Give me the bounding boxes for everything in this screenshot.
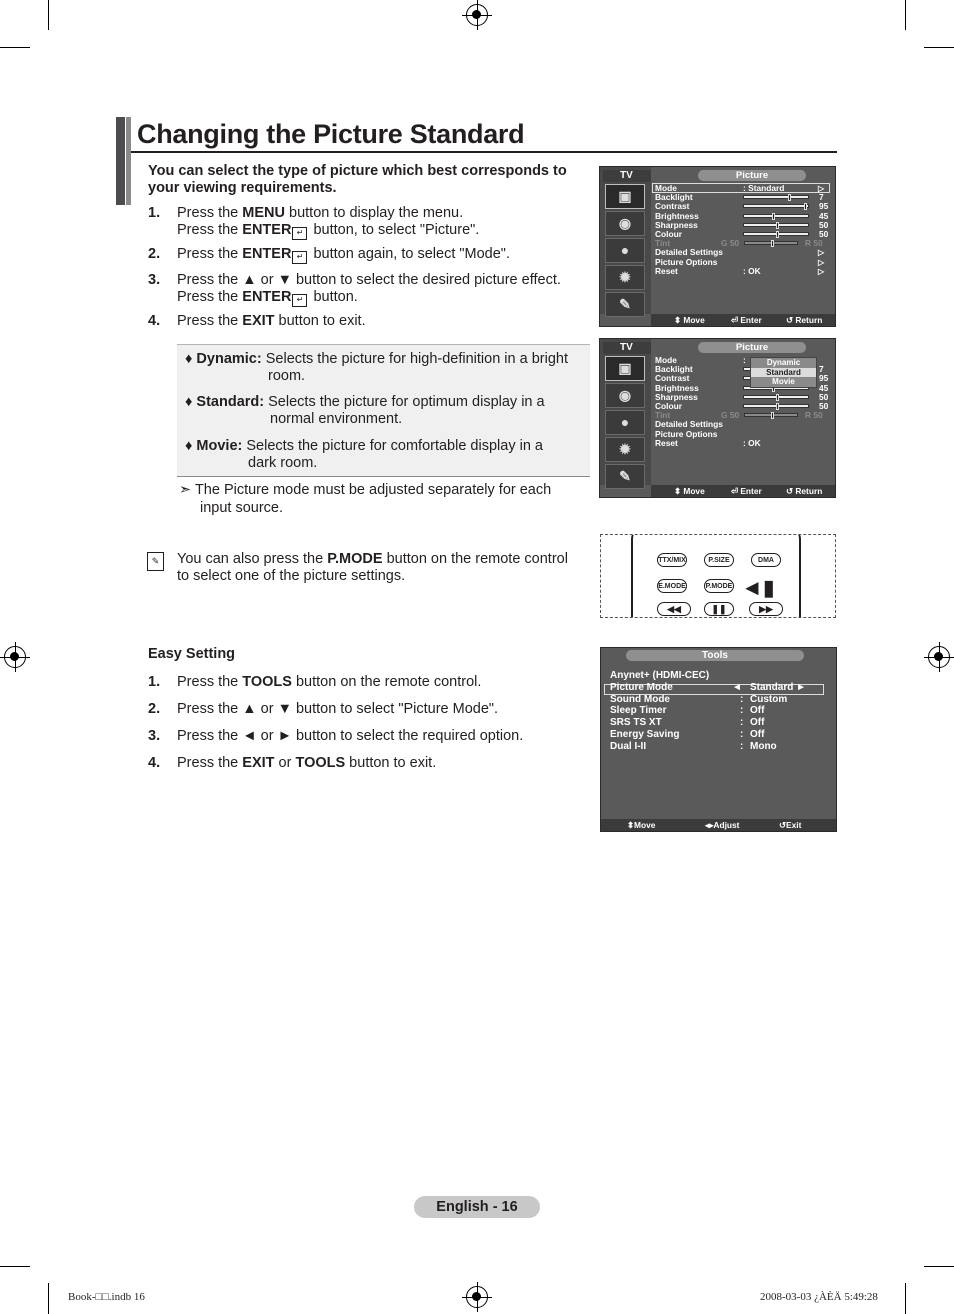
osd-row — [655, 265, 825, 276]
osd-row-label: Mode — [655, 183, 677, 193]
crop-mark — [0, 1266, 30, 1267]
tools-row-label: Sleep Timer — [610, 705, 667, 717]
tools-footer — [601, 819, 836, 831]
tools-row-value: Mono — [750, 740, 777, 752]
osd-row-label: Tint — [655, 238, 671, 249]
step-2 — [148, 246, 588, 263]
tv-menu-screen-mode-dropdown — [599, 338, 836, 498]
osd-slider-knob — [776, 394, 779, 401]
mode-text: Selects the picture for optimum display in a — [264, 394, 545, 410]
adjust-hint: ◂▸ Adjust — [705, 820, 740, 830]
tools-row — [610, 693, 788, 706]
mode-text: dark room. — [248, 454, 318, 471]
step-text: button again, to select "Mode". — [309, 246, 510, 262]
note-text: The Picture mode must be adjusted separately for each — [194, 482, 552, 498]
crop-mark — [48, 0, 49, 30]
osd-row-number: 50 — [819, 219, 829, 230]
osd-row-label: Reset — [655, 265, 678, 276]
registration-mark-icon — [466, 4, 488, 26]
step-text: button to exit. — [274, 313, 366, 329]
step-text: button to exit. — [345, 755, 437, 771]
step-number: 3. — [148, 728, 161, 744]
tools-row — [610, 717, 765, 729]
tools-row-label: SRS TS XT — [610, 717, 662, 729]
note-text: to select one of the picture settings. — [177, 568, 406, 584]
tools-row — [610, 729, 765, 741]
tools-header: Tools — [626, 650, 804, 661]
step-number: 4. — [148, 313, 161, 329]
tools-row-separator: : — [740, 729, 744, 740]
step-keyword: ENTER — [242, 288, 292, 305]
osd-row-number: R 50 — [805, 238, 823, 249]
osd-row-arrow-icon: ▷ — [818, 248, 825, 258]
move-hint: ⬍ Move — [674, 486, 705, 496]
note-text: input source. — [200, 500, 284, 516]
osd-row-number: 95 — [819, 201, 829, 212]
step-text: Press the ◄ or ► button to select the required option. — [177, 728, 524, 744]
osd-row-value: : — [743, 355, 746, 365]
osd-slider — [744, 413, 798, 417]
osd-row-label: Reset — [655, 437, 678, 448]
input-icon: ✎ — [605, 292, 645, 317]
osd-row-label: Picture Options — [655, 428, 718, 439]
registration-mark-icon — [4, 646, 26, 668]
channel-icon: ● — [605, 238, 645, 263]
move-hint: ⬍ Move — [627, 820, 656, 830]
step-text: or — [274, 755, 296, 771]
setup-icon: ✹ — [605, 437, 645, 462]
osd-row-number: 50 — [819, 401, 829, 411]
step-text: button, to select "Picture". — [309, 221, 480, 238]
registration-mark-icon — [928, 646, 950, 668]
osd-row-label: Sharpness — [655, 219, 698, 230]
tools-row-label: Dual I-II — [610, 740, 647, 752]
osd-slider — [743, 223, 809, 227]
tools-row-label: Energy Saving — [610, 729, 680, 740]
crop-mark — [905, 1283, 906, 1314]
step-keyword: TOOLS — [242, 674, 292, 690]
tools-menu-screen — [600, 647, 837, 832]
mode-label: ♦ Movie: — [185, 438, 243, 454]
step-number: 2. — [148, 246, 161, 262]
osd-row-value: G 50 — [721, 238, 740, 249]
step-keyword: ENTER — [242, 221, 292, 238]
osd-slider — [743, 404, 809, 408]
osd-slider-knob — [788, 194, 791, 201]
note-memo-icon: ✎ — [147, 552, 164, 571]
registration-mark-icon — [466, 1286, 488, 1308]
tools-row-separator: : — [740, 717, 744, 729]
tools-row-label: Sound Mode — [610, 693, 670, 705]
rewind-icon: ◀◀ — [657, 602, 691, 616]
osd-row-value: : OK — [743, 265, 761, 276]
osd-row-arrow-icon: ▷ — [818, 266, 825, 276]
enter-icon: ↵ — [292, 227, 307, 240]
tools-row-value: Off — [750, 705, 765, 717]
input-source-note — [179, 481, 579, 517]
osd-row-number: 7 — [819, 364, 824, 375]
step-text: Press the — [177, 313, 243, 329]
tools-row-separator: : — [740, 740, 744, 752]
print-footer-date: 2008-03-03 ¿ÀÈÄ 5:49:28 — [760, 1291, 878, 1303]
osd-row-number: 95 — [819, 373, 829, 384]
step-4 — [148, 313, 588, 330]
picture-icon: ▣ — [605, 184, 645, 209]
mode-label: ♦ Dynamic: — [185, 351, 262, 367]
title-accent-bar — [126, 117, 131, 205]
mode-dynamic — [185, 351, 568, 384]
print-footer-file: Book-□□.indb 16 — [68, 1291, 145, 1303]
step-number: 2. — [148, 701, 161, 717]
mode-dropdown — [750, 357, 817, 388]
osd-row-label: Contrast — [655, 201, 690, 212]
osd-slider-knob — [804, 203, 807, 210]
sound-icon: ◉ — [605, 383, 645, 408]
tools-row — [610, 705, 765, 717]
enter-hint: ⏎ Enter — [731, 315, 762, 325]
dma-button: DMA — [751, 553, 781, 567]
return-hint: ↺ Return — [786, 315, 823, 325]
osd-row-number: 45 — [819, 210, 829, 221]
pause-icon: ❚❚ — [704, 602, 734, 616]
step-text: button. — [309, 288, 358, 305]
easy-setting-title: Easy Setting — [148, 646, 236, 662]
tools-row-separator: : — [740, 705, 744, 717]
step-text: Press the — [177, 288, 243, 305]
mode-text: room. — [268, 367, 306, 384]
step-keyword: EXIT — [242, 313, 275, 329]
mode-dropdown-option: Movie — [772, 377, 795, 387]
step-3 — [148, 272, 588, 306]
osd-row-label: Picture Options — [655, 256, 718, 267]
note-text: You can also press the — [177, 551, 328, 567]
tools-row — [610, 740, 777, 753]
step-number: 4. — [148, 755, 161, 771]
osd-slider — [743, 395, 809, 399]
step-text: button on the remote control. — [291, 674, 482, 690]
osd-tv-tag: TV — [603, 342, 651, 354]
osd-row-number: 45 — [819, 382, 829, 393]
step-text: Press the — [177, 755, 243, 771]
tools-row-label: Anynet+ (HDMI-CEC) — [610, 670, 710, 681]
easy-step-1 — [148, 674, 588, 691]
step-number: 1. — [148, 674, 161, 690]
step-1 — [148, 205, 588, 239]
osd-slider-knob — [776, 231, 779, 238]
osd-row-value: G 50 — [721, 410, 740, 421]
exit-hint: ↺ Exit — [779, 820, 802, 830]
osd-row-label: Detailed Settings — [655, 247, 723, 258]
osd-row-label: Brightness — [655, 210, 699, 221]
crop-mark — [924, 1266, 954, 1267]
setup-icon: ✹ — [605, 265, 645, 290]
note-keyword: P.MODE — [327, 551, 383, 567]
channel-icon: ● — [605, 410, 645, 435]
tools-row-value: Off — [750, 729, 765, 740]
osd-tv-tag: TV — [603, 170, 651, 182]
tools-row-value: Standard ► — [750, 681, 807, 693]
easy-step-2 — [148, 701, 588, 718]
osd-row-label: Mode — [655, 355, 677, 365]
tools-row — [610, 681, 807, 694]
tools-row-value: Custom — [750, 693, 788, 705]
p-size-button: P.SIZE — [704, 553, 734, 567]
osd-row-label: Colour — [655, 401, 682, 411]
osd-row-number: 50 — [819, 391, 829, 402]
tools-row-separator: : — [740, 693, 744, 705]
p-mode-button: P.MODE — [704, 579, 734, 593]
step-text: Press the ▲ or ▼ button to select "Picture Mode". — [177, 701, 499, 717]
tools-row — [610, 670, 709, 682]
osd-header: Picture — [698, 170, 806, 181]
mode-dropdown-option: Standard — [751, 368, 816, 378]
osd-row-label: Contrast — [655, 373, 690, 384]
tv-menu-screen-picture — [599, 166, 836, 327]
mode-label: ♦ Standard: — [185, 394, 265, 410]
osd-slider-knob — [771, 412, 774, 419]
return-hint: ↺ Return — [786, 486, 823, 496]
step-keyword: ENTER — [242, 246, 292, 262]
osd-slider-knob — [776, 403, 779, 410]
osd-row-label: Backlight — [655, 192, 693, 203]
osd-slider-knob — [771, 240, 774, 247]
step-keyword: TOOLS — [295, 755, 346, 771]
step-text: Press the — [177, 246, 243, 262]
tools-row-label: Picture Mode — [610, 681, 673, 693]
ttx-mix-button: TTX/MIX — [657, 553, 687, 567]
mode-standard — [185, 394, 545, 427]
step-keyword: MENU — [242, 205, 285, 221]
osd-row-label: Brightness — [655, 382, 699, 393]
mode-text: normal environment. — [270, 410, 403, 427]
step-text: Press the ▲ or ▼ button to select the desired picture effect. — [177, 272, 561, 288]
enter-icon: ↵ — [292, 251, 307, 264]
step-text: Press the — [177, 674, 243, 690]
tools-row-value: Off — [750, 717, 765, 729]
step-number: 1. — [148, 205, 161, 221]
osd-footer — [651, 485, 835, 497]
pointing-hand-icon: ◄▮ — [741, 575, 775, 600]
remote-control-illustration — [600, 534, 836, 618]
osd-slider — [743, 195, 809, 199]
note-text: button on the remote control — [382, 551, 568, 567]
crop-mark — [0, 47, 30, 48]
remote-note — [177, 551, 587, 585]
osd-row-arrow-icon: ▷ — [818, 257, 825, 267]
intro-text: You can select the type of picture which best corresponds to your viewing requirements. — [148, 163, 567, 196]
title-rule — [131, 151, 837, 153]
picture-icon: ▣ — [605, 356, 645, 381]
note-arrow-icon: ➣ — [179, 482, 192, 498]
easy-step-3 — [148, 728, 588, 745]
osd-header: Picture — [698, 342, 806, 353]
osd-row — [655, 437, 761, 448]
mode-dropdown-option: Dynamic — [766, 358, 801, 367]
osd-slider-knob — [776, 222, 779, 229]
e-mode-button: E.MODE — [657, 579, 687, 593]
enter-hint: ⏎ Enter — [731, 486, 762, 496]
osd-footer — [651, 314, 835, 326]
picture-modes-box — [177, 344, 590, 477]
osd-row-label: Colour — [655, 229, 682, 239]
tools-row-separator: ◄ — [732, 681, 742, 693]
mode-text: Selects the picture for comfortable display in a — [242, 438, 543, 454]
crop-mark — [924, 47, 954, 48]
osd-row-number: 7 — [819, 192, 824, 203]
osd-slider — [743, 232, 809, 236]
osd-row-arrow-icon: ▷ — [818, 184, 825, 193]
step-text: Press the — [177, 221, 243, 238]
crop-mark — [48, 1283, 49, 1314]
osd-row-value: : OK — [743, 437, 761, 448]
osd-slider — [743, 214, 809, 218]
crop-mark — [905, 0, 906, 30]
move-hint: ⬍ Move — [674, 315, 705, 325]
osd-row-label: Detailed Settings — [655, 419, 723, 430]
osd-row-value: : Standard — [743, 183, 785, 193]
osd-row-label: Tint — [655, 410, 671, 421]
mode-text: Selects the picture for high-definition in a bright — [261, 351, 568, 367]
step-keyword: EXIT — [242, 755, 275, 771]
step-number: 3. — [148, 272, 161, 288]
easy-step-4 — [148, 755, 588, 772]
osd-slider — [744, 241, 798, 245]
step-text: Press the — [177, 205, 243, 221]
osd-row-number: R 50 — [805, 410, 823, 421]
page-title: Changing the Picture Standard — [137, 119, 525, 149]
fast-forward-icon: ▶▶ — [749, 602, 783, 616]
osd-row-label: Sharpness — [655, 391, 698, 402]
input-icon: ✎ — [605, 464, 645, 489]
title-accent-bar — [116, 117, 125, 205]
osd-row-label: Backlight — [655, 364, 693, 375]
mode-movie — [185, 438, 543, 471]
osd-row-number: 50 — [819, 229, 829, 239]
enter-icon: ↵ — [292, 294, 307, 307]
step-text: button to display the menu. — [284, 205, 464, 221]
page-number-badge: English - 16 — [414, 1196, 540, 1218]
osd-slider-knob — [772, 213, 775, 220]
sound-icon: ◉ — [605, 211, 645, 236]
osd-slider — [743, 204, 809, 208]
